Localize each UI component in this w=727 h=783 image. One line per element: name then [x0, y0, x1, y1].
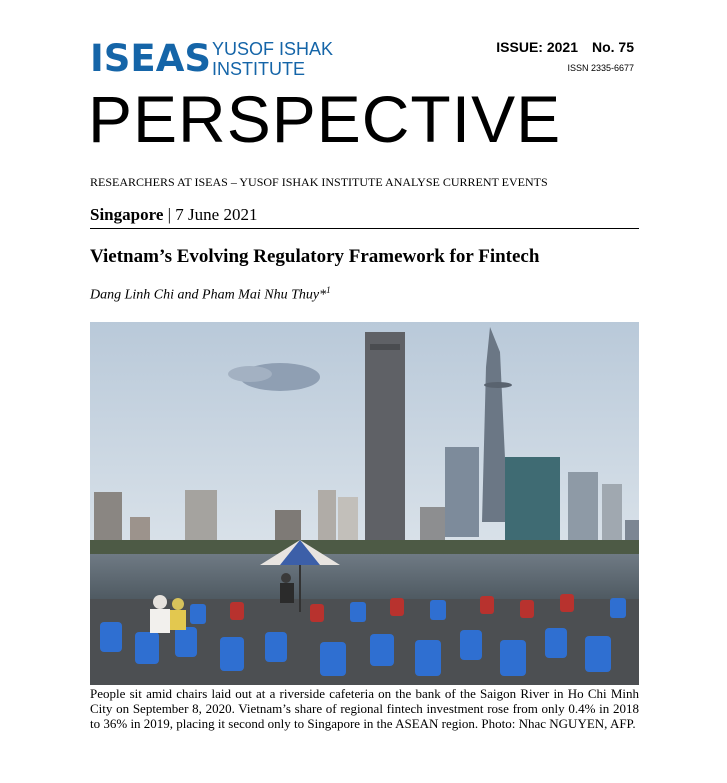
photo-illustration: [90, 322, 639, 685]
divider: [90, 228, 639, 229]
dateline-location: Singapore: [90, 205, 164, 224]
issue-info: [496, 39, 634, 55]
logo-name-line1: YUSOF ISHAK: [212, 39, 334, 59]
logo-name-line2: INSTITUTE: [212, 59, 305, 79]
issue-number: No. 75: [591, 39, 634, 55]
iseas-logo: [90, 37, 340, 80]
footnote-mark: 1: [326, 285, 331, 295]
logo-mark: ISEAS: [90, 37, 211, 80]
article-authors: [90, 285, 331, 304]
issn: ISSN 2335-6677: [567, 63, 634, 73]
tagline: RESEARCHERS AT ISEAS – YUSOF ISHAK INSTITUTE ANALYSE CURRENT EVENTS: [90, 175, 548, 189]
dateline-separator: |: [163, 205, 176, 224]
issue-label: ISSUE: 2021: [496, 39, 578, 55]
article-title: Vietnam’s Evolving Regulatory Framework for Fintech: [90, 246, 540, 267]
dateline: [90, 205, 257, 225]
photo-caption: People sit amid chairs laid out at a riverside cafeteria on the bank of the Saigon River in Ho Chi Minh City on September 8, 2020. Vietnam’s share of regional fintech investment rose from only 0.4% in 2018 to 36% in 2019, placing it second only to Singapore in the ASEAN region. Photo: Nhac NGUYEN, AFP.: [90, 686, 639, 731]
dateline-date: 7 June 2021: [175, 205, 258, 224]
authors-names: Dang Linh Chi and Pham Mai Nhu Thuy*: [90, 287, 327, 303]
cover-photo: [90, 322, 639, 685]
masthead-title: PERSPECTIVE: [88, 82, 562, 156]
